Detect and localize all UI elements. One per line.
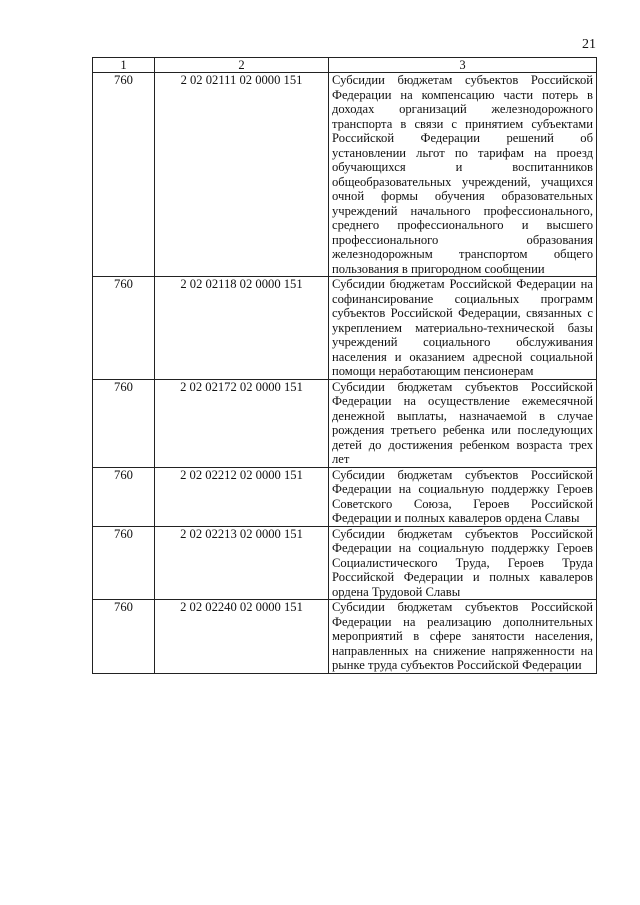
table-row <box>93 379 597 467</box>
table-row <box>93 526 597 600</box>
description-cell: Субсидии бюджетам субъектов Российской Федерации на осуществление ежемесячной денежной выплаты, назначаемой в случае рождения третьего ребенка или последующих детей до достижения ребенком возраста трех лет <box>329 379 597 467</box>
administrator-code-cell: 760 <box>93 526 155 600</box>
revenue-code-cell: 2 02 02111 02 0000 151 <box>155 73 329 277</box>
table-header-row <box>93 58 597 73</box>
administrator-code-cell: 760 <box>93 600 155 674</box>
revenue-code-cell: 2 02 02240 02 0000 151 <box>155 600 329 674</box>
revenue-code-cell: 2 02 02172 02 0000 151 <box>155 379 329 467</box>
page-number: 21 <box>582 37 596 52</box>
budget-classification-table <box>92 57 597 674</box>
table-row <box>93 277 597 380</box>
revenue-code-cell: 2 02 02213 02 0000 151 <box>155 526 329 600</box>
column-header-2: 2 <box>155 58 329 73</box>
revenue-code-cell: 2 02 02212 02 0000 151 <box>155 467 329 526</box>
table-row <box>93 467 597 526</box>
description-cell: Субсидии бюджетам субъектов Российской Федерации на реализацию дополнительных мероприятий в сфере занятости населения, направленных на снижение напряженности на рынке труда субъектов Российской Федерации <box>329 600 597 674</box>
column-header-1: 1 <box>93 58 155 73</box>
description-cell: Субсидии бюджетам субъектов Российской Федерации на социальную поддержку Героев Социалистического Труда, Героев Труда Российской Федерации и полных кавалеров ордена Трудовой Славы <box>329 526 597 600</box>
description-cell: Субсидии бюджетам Российской Федерации на софинансирование социальных программ субъектов Российской Федерации, связанных с укреплением материально-технической базы учреждений социального обслуживания населения и оказанием адресной социальной помощи неработающим пенсионерам <box>329 277 597 380</box>
administrator-code-cell: 760 <box>93 379 155 467</box>
administrator-code-cell: 760 <box>93 73 155 277</box>
column-header-3: 3 <box>329 58 597 73</box>
description-cell: Субсидии бюджетам субъектов Российской Федерации на социальную поддержку Героев Советского Союза, Героев Российской Федерации и полных кавалеров ордена Славы <box>329 467 597 526</box>
administrator-code-cell: 760 <box>93 467 155 526</box>
administrator-code-cell: 760 <box>93 277 155 380</box>
description-cell: Субсидии бюджетам субъектов Российской Федерации на компенсацию части потерь в доходах организаций железнодорожного транспорта в связи с принятием субъектами Российской Федерации решений об установлении льгот по тарифам на проезд обучающихся и воспитанников общеобразовательных учреждений, учащихся очной формы обучения образовательных учреждений начального профессионального, среднего профессионального и высшего профессионального образования железнодорожным транспортом общего пользования в пригородном сообщении <box>329 73 597 277</box>
revenue-code-cell: 2 02 02118 02 0000 151 <box>155 277 329 380</box>
table-row <box>93 73 597 277</box>
table-row <box>93 600 597 674</box>
